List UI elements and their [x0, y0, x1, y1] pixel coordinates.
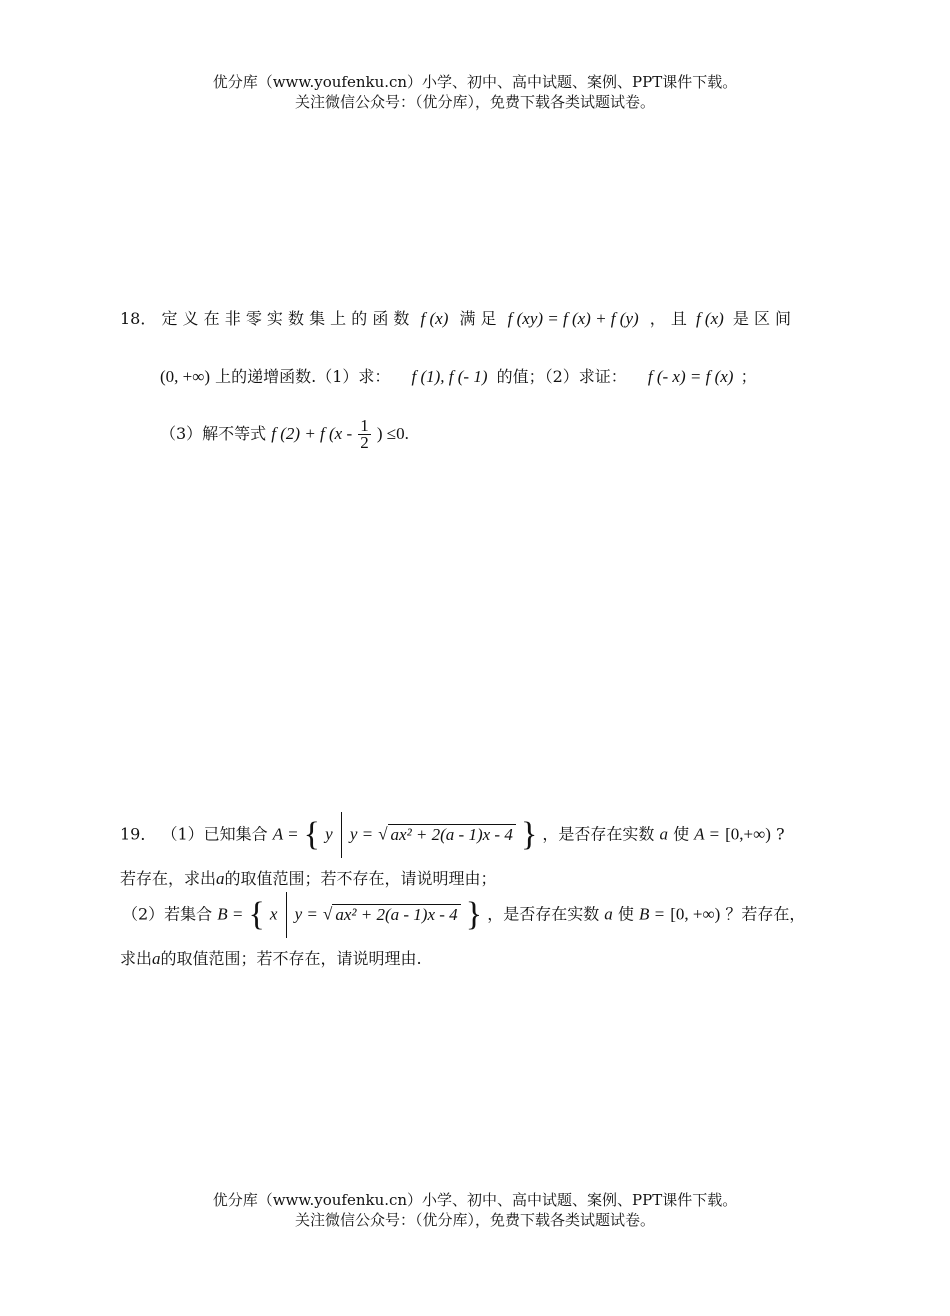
b-equals: B = — [639, 904, 666, 924]
page-header — [0, 72, 950, 112]
left-brace: { — [303, 816, 320, 853]
q19-line2a: 若存在，求出 — [120, 869, 217, 888]
set-b-expr: y = — [294, 904, 318, 924]
q19-line4b: 的取值范围；若不存在，请说明理由. — [160, 949, 422, 968]
var-a-3: a — [604, 904, 613, 924]
set-divider — [341, 812, 342, 858]
var-a-2: a — [216, 869, 225, 888]
set-b-label: B = — [217, 904, 244, 924]
range-b: [0, +∞) — [670, 904, 721, 924]
header-line-1: 优分库（www.youfenku.cn）小学、初中、高中试题、案例、PPT课件下载。 — [212, 73, 738, 91]
q19-line1: 19． （1）已知集合 A = { y y = √ ax² + 2(a - 1)x - 4 } ，是否存在实数 a 使 A = [0,+∞) ? — [120, 812, 785, 858]
q19-line4a: 求出 — [120, 949, 153, 968]
q19-p1-text2: ，是否存在实数 — [542, 824, 655, 844]
q18-equation: f (xy) = f (x) + f (y) — [507, 309, 639, 328]
fraction-denominator: 2 — [360, 433, 369, 452]
footer-line-1: 优分库（www.youfenku.cn）小学、初中、高中试题、案例、PPT课件下载。 — [212, 1191, 738, 1209]
page-footer — [0, 1190, 950, 1230]
q18-fx2: f (x) — [695, 309, 724, 328]
var-a-4: a — [152, 949, 161, 968]
q19-p1-text3: 使 — [673, 824, 690, 844]
set-a-expr: y = — [349, 824, 374, 844]
q18-inequality-right: ) ≤0. — [376, 424, 409, 443]
q18-text1: 定 义 在 非 零 实 数 集 上 的 函 数 — [161, 309, 410, 328]
q19-p2-text2: ，是否存在实数 — [487, 904, 600, 924]
q18-inequality-left: f (2) + f (x - — [271, 424, 353, 443]
var-a: a — [659, 824, 668, 844]
q18-values: f (1), f (- 1) — [411, 367, 488, 386]
range-a: [0,+∞) — [725, 824, 771, 844]
q19-line3: （2）若集合 B = { x y = √ ax² + 2(a - 1)x - 4 } ，是否存在实数 a 使 B = [0, +∞) ？若存在， — [122, 892, 805, 938]
set-a-label: A = — [272, 824, 299, 844]
q18-text3: ， 且 — [649, 309, 687, 328]
right-brace: } — [520, 816, 538, 853]
q19-line2 — [120, 866, 497, 889]
q19-p2-text1: （2）若集合 — [122, 904, 213, 924]
q18-line2 — [160, 364, 757, 387]
q18-fx: f (x) — [420, 309, 449, 328]
set-b-variable: x — [269, 904, 278, 924]
set-divider-2 — [286, 892, 287, 938]
q18-text6: 的值；（2）求证： — [496, 367, 627, 386]
q19-p1-text1: （1）已知集合 — [161, 824, 268, 844]
fraction-numerator: 1 — [360, 416, 369, 435]
q18-equation2: f (- x) = f (x) — [647, 367, 734, 386]
q18-text2: 满 足 — [459, 309, 497, 328]
q18-line3 — [160, 418, 409, 451]
left-brace-2: { — [248, 896, 265, 933]
q19-line2b: 的取值范围；若不存在，请说明理由； — [224, 869, 497, 888]
a-equals: A = — [694, 824, 720, 844]
header-line-2: 关注微信公众号：（优分库），免费下载各类试题试卷。 — [294, 93, 655, 111]
q18-text4: 是 区 间 — [732, 309, 792, 328]
q19-p2-text3: 使 — [617, 904, 634, 924]
q18-line1 — [120, 306, 791, 329]
q18-text5: 上的递增函数.（1）求： — [215, 367, 391, 386]
q19-line4 — [120, 946, 422, 969]
set-a-radicand: ax² + 2(a - 1)x - 4 — [388, 824, 516, 844]
q19-p2-text4: ？若存在， — [725, 904, 806, 924]
right-brace-2: } — [465, 896, 483, 933]
q18-text7: ； — [740, 367, 757, 386]
q19-number: 19． — [120, 824, 157, 844]
q18-part3: （3）解不等式 — [160, 424, 267, 443]
q18-fraction — [358, 418, 371, 451]
q18-interval: (0, +∞) — [160, 367, 211, 386]
question-mark: ? — [775, 824, 785, 844]
footer-line-2: 关注微信公众号：（优分库），免费下载各类试题试卷。 — [294, 1211, 655, 1229]
set-a-variable: y — [325, 824, 333, 844]
q18-number: 18． — [120, 309, 157, 328]
set-b-radicand: ax² + 2(a - 1)x - 4 — [332, 904, 460, 924]
